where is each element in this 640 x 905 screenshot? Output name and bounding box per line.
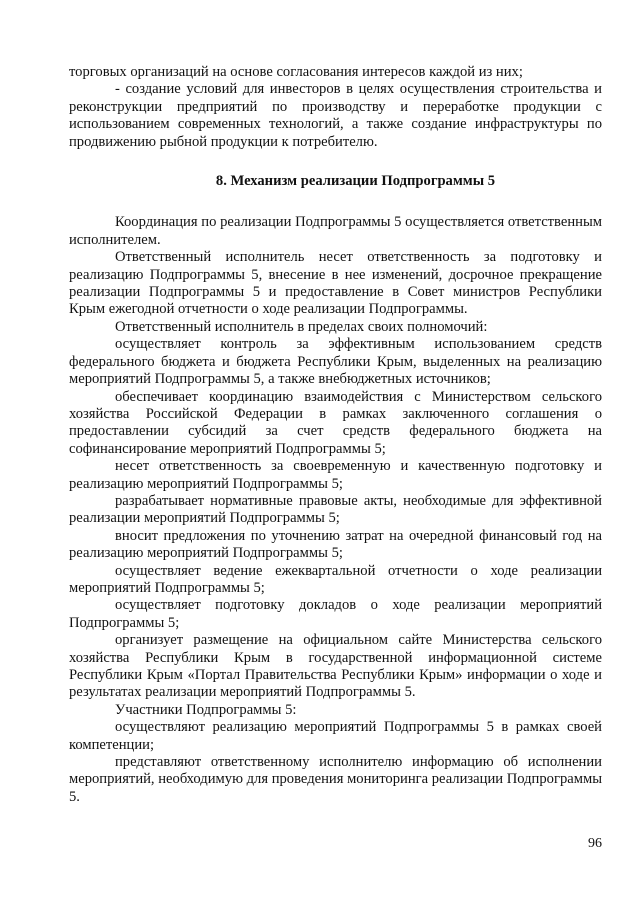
list-item: разрабатывает нормативные правовые акты, необходимые для эффективной реализации мероприятий Подпрограммы 5;: [69, 492, 602, 527]
paragraph-powers-intro: Ответственный исполнитель в пределах своих полномочий:: [115, 318, 488, 335]
list-item: организует размещение на официальном сайте Министерства сельского хозяйства Республики Крым в государственной информационной системе Республики Крым «Портал Правительства Республики Крым» информации о ходе и результатах реализации мероприятий Подпрограммы 5.: [69, 632, 602, 701]
list-item: осуществляет ведение ежеквартальной отчетности о ходе реализации мероприятий Подпрограммы 5;: [69, 562, 602, 596]
list-item: осуществляет контроль за эффективным использованием средств федерального бюджета и бюджета Республики Крым, выделенных на реализацию мероприятий Подпрограммы 5, а также внебюджетных источников;: [69, 336, 602, 388]
list-item: представляют ответственному исполнителю информацию об исполнении мероприятий, необходимую для проведения мониторинга реализации Подпрограммы 5.: [69, 754, 602, 805]
paragraph-responsibility: Ответственный исполнитель несет ответственность за подготовку и реализацию Подпрограммы 5, внесение в нее изменений, досрочное прекращение реализации Подпрограммы 5 и предоставление в Совет министров Республики Крым ежегодной отчетности о ходе реализации Подпрограммы.: [69, 249, 602, 318]
list-item: обеспечивает координацию взаимодействия с Министерством сельского хозяйства Российской Федерации в рамках заключенного соглашения о предоставлении субсидий за счет средств федерального бюджета на софинансирование мероприятий Подпрограммы 5;: [69, 388, 602, 457]
page-number: 96: [588, 836, 602, 851]
paragraph-continuation: торговых организаций на основе согласования интересов каждой из них;: [69, 64, 523, 80]
section-heading: 8. Механизм реализации Подпрограммы 5: [215, 173, 496, 190]
document-body: [69, 64, 602, 806]
list-item: осуществляют реализацию мероприятий Подпрограммы 5 в рамках своей компетенции;: [69, 719, 602, 753]
paragraph-participants-intro: Участники Подпрограммы 5:: [115, 701, 297, 718]
list-item: вносит предложения по уточнению затрат на очередной финансовый год на реализацию мероприятий Подпрограммы 5;: [69, 527, 602, 562]
list-item: несет ответственность за своевременную и качественную подготовку и реализацию мероприятий Подпрограммы 5;: [69, 458, 602, 492]
paragraph-investor-conditions: - создание условий для инвесторов в целях осуществления строительства и реконструкции предприятий по производству и переработке продукции с использованием современных технологий, а также создание инфраструктуры по продвижению рыбной продукции к потребителю.: [69, 81, 602, 150]
paragraph-coordination: Координация по реализации Подпрограммы 5 осуществляется ответственным исполнителем.: [69, 214, 602, 248]
list-item: осуществляет подготовку докладов о ходе реализации мероприятий Подпрограммы 5;: [69, 597, 602, 631]
